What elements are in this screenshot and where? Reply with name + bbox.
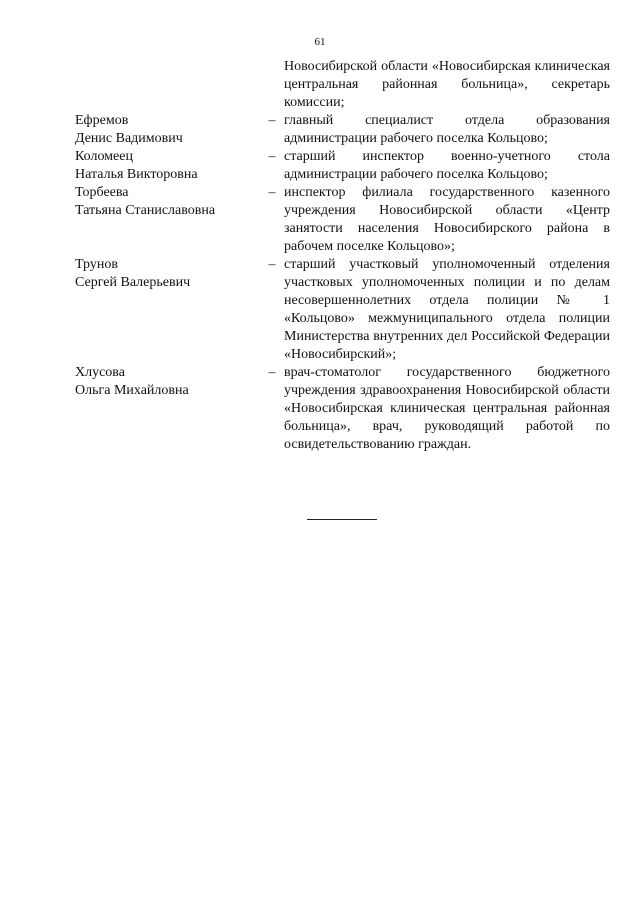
member-dash: – bbox=[268, 113, 276, 128]
member-dash: – bbox=[268, 185, 276, 200]
commission-member-list bbox=[75, 58, 610, 454]
member-role: старший инспектор военно-учетного стола администрации рабочего поселка Кольцово; bbox=[284, 149, 610, 182]
intro-row bbox=[75, 58, 610, 112]
member-row bbox=[75, 364, 610, 454]
member-given-names: Наталья Викторовна bbox=[75, 167, 198, 182]
member-surname: Хлусова bbox=[75, 365, 125, 380]
member-surname: Коломеец bbox=[75, 149, 133, 164]
member-name bbox=[75, 112, 260, 148]
member-role: старший участковый уполномоченный отделения участковых уполномоченных полиции и по делам несовершеннолетних отдела полиции № 1 «Кольцово» межмуниципального отдела полиции Министерства внутренних дел Российской Федерации «Новосибирский»; bbox=[284, 257, 610, 362]
closing-rule-divider bbox=[307, 519, 377, 520]
member-dash: – bbox=[268, 149, 276, 164]
member-name bbox=[75, 256, 260, 292]
member-row bbox=[75, 148, 610, 184]
member-surname: Ефремов bbox=[75, 113, 129, 128]
member-row bbox=[75, 112, 610, 148]
member-row bbox=[75, 184, 610, 256]
member-role: инспектор филиала государственного казенного учреждения Новосибирской области «Центр занятости населения Новосибирского района в рабочем поселке Кольцово»; bbox=[284, 185, 610, 254]
member-role: врач-стоматолог государственного бюджетного учреждения здравоохранения Новосибирской области «Новосибирская клиническая центральная районная больница», врач, руководящий работой по освидетельствованию граждан. bbox=[284, 365, 610, 452]
member-given-names: Татьяна Станиславовна bbox=[75, 203, 216, 218]
page-number: 61 bbox=[314, 36, 326, 48]
member-row bbox=[75, 256, 610, 364]
member-surname: Торбеева bbox=[75, 185, 129, 200]
member-dash: – bbox=[268, 365, 276, 380]
intro-text: Новосибирской области «Новосибирская клиническая центральная районная больница», секретарь комиссии; bbox=[284, 59, 610, 110]
member-role: главный специалист отдела образования администрации рабочего поселка Кольцово; bbox=[284, 113, 610, 146]
member-dash: – bbox=[268, 257, 276, 272]
member-given-names: Сергей Валерьевич bbox=[75, 275, 191, 290]
member-name bbox=[75, 184, 260, 220]
member-surname: Трунов bbox=[75, 257, 118, 272]
member-given-names: Денис Вадимович bbox=[75, 131, 183, 146]
member-name bbox=[75, 364, 260, 400]
member-given-names: Ольга Михайловна bbox=[75, 383, 189, 398]
member-name bbox=[75, 148, 260, 184]
